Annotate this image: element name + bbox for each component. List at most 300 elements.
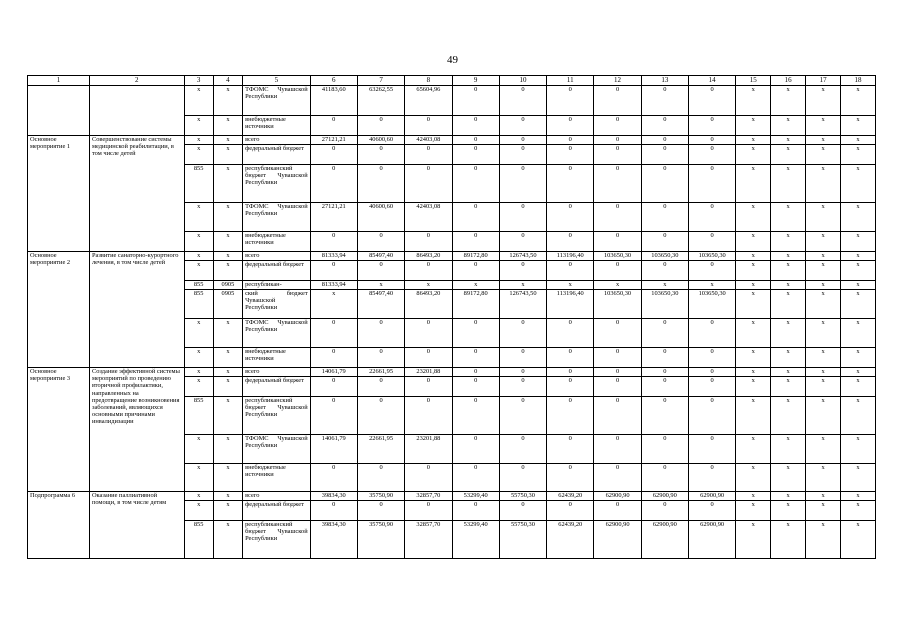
value-cell: x [771, 145, 806, 165]
value-cell: 23201,88 [405, 435, 452, 464]
value-cell: 62900,90 [594, 492, 641, 501]
value-cell: 0 [641, 435, 688, 464]
value-cell: x [841, 492, 876, 501]
value-cell: 0 [594, 319, 641, 348]
header-cell: 14 [689, 76, 736, 86]
value-cell: 0 [641, 464, 688, 492]
value-cell: 0 [499, 464, 546, 492]
value-cell: 103650,30 [594, 290, 641, 319]
value-cell: x [806, 348, 841, 368]
value-cell: 0 [499, 501, 546, 521]
value-cell: x [841, 232, 876, 252]
grbs-code-cell: x [184, 86, 213, 116]
value-cell: x [841, 464, 876, 492]
section-code-cell: x [213, 501, 242, 521]
measure-name-cell: Основное мероприятие 2 [28, 252, 90, 368]
value-cell: 0 [689, 86, 736, 116]
section-code-cell: x [213, 252, 242, 261]
value-cell: 62900,90 [689, 492, 736, 501]
value-cell: 55750,30 [499, 492, 546, 501]
value-cell: x [841, 290, 876, 319]
value-cell: x [806, 464, 841, 492]
value-cell: x [806, 86, 841, 116]
value-cell: x [771, 281, 806, 290]
value-cell: 0 [405, 319, 452, 348]
value-cell: x [736, 368, 771, 377]
value-cell: x [771, 165, 806, 203]
value-cell: 23201,88 [405, 368, 452, 377]
header-cell: 5 [243, 76, 311, 86]
measure-description-cell [89, 86, 184, 136]
value-cell: 0 [452, 464, 499, 492]
value-cell: x [806, 397, 841, 435]
measure-description-cell: Совершенствование системы медицинской реабилитации, в том числе детей [89, 136, 184, 252]
value-cell: x [736, 377, 771, 397]
header-cell: 12 [594, 76, 641, 86]
value-cell: x [806, 492, 841, 501]
value-cell: 0 [452, 435, 499, 464]
value-cell: 0 [689, 232, 736, 252]
grbs-code-cell: 855 [184, 521, 213, 559]
value-cell: 32857,70 [405, 492, 452, 501]
header-cell: 1 [28, 76, 90, 86]
value-cell: x [771, 136, 806, 145]
value-cell: x [771, 290, 806, 319]
header-cell: 3 [184, 76, 213, 86]
funding-source-cell: республикан- [243, 281, 311, 290]
header-cell: 9 [452, 76, 499, 86]
value-cell: 22661,95 [357, 435, 404, 464]
grbs-code-cell: x [184, 252, 213, 261]
measure-name-cell [28, 86, 90, 136]
value-cell: x [771, 252, 806, 261]
section-code-cell: x [213, 165, 242, 203]
value-cell: x [499, 281, 546, 290]
grbs-code-cell: x [184, 377, 213, 397]
section-code-cell: x [213, 136, 242, 145]
value-cell: 0 [452, 116, 499, 136]
value-cell: 40600,60 [357, 203, 404, 232]
value-cell: 0 [641, 377, 688, 397]
value-cell: x [736, 136, 771, 145]
value-cell: x [806, 319, 841, 348]
value-cell: 0 [547, 203, 594, 232]
value-cell: 0 [641, 165, 688, 203]
value-cell: 0 [641, 368, 688, 377]
funding-source-cell: внебюджетные источники [243, 232, 311, 252]
value-cell: 0 [499, 145, 546, 165]
value-cell: x [771, 368, 806, 377]
value-cell: 0 [499, 116, 546, 136]
funding-source-cell: федеральный бюджет [243, 145, 311, 165]
value-cell: 0 [689, 136, 736, 145]
value-cell: 0 [689, 464, 736, 492]
value-cell: 0 [594, 368, 641, 377]
funding-source-cell: республиканский бюджет Чувашской Республики [243, 397, 311, 435]
section-code-cell: x [213, 464, 242, 492]
value-cell: 0 [452, 501, 499, 521]
value-cell: x [736, 145, 771, 165]
grbs-code-cell: x [184, 464, 213, 492]
value-cell: 0 [452, 136, 499, 145]
value-cell: 0 [357, 377, 404, 397]
value-cell: 86493,20 [405, 252, 452, 261]
value-cell: 0 [499, 232, 546, 252]
value-cell: x [806, 116, 841, 136]
value-cell: x [841, 261, 876, 281]
page-number: 49 [447, 54, 458, 66]
value-cell: 0 [547, 319, 594, 348]
funding-source-cell: федеральный бюджет [243, 501, 311, 521]
value-cell: x [771, 319, 806, 348]
value-cell: x [771, 261, 806, 281]
value-cell: 0 [405, 145, 452, 165]
value-cell: 0 [594, 377, 641, 397]
grbs-code-cell: 855 [184, 290, 213, 319]
value-cell: x [806, 136, 841, 145]
value-cell: x [736, 501, 771, 521]
value-cell: x [841, 368, 876, 377]
value-cell: x [771, 203, 806, 232]
value-cell: x [689, 281, 736, 290]
value-cell: 0 [594, 136, 641, 145]
funding-source-cell: внебюджетные источники [243, 348, 311, 368]
value-cell: x [310, 290, 357, 319]
grbs-code-cell: 855 [184, 397, 213, 435]
section-code-cell: x [213, 368, 242, 377]
value-cell: x [641, 281, 688, 290]
value-cell: 0 [452, 145, 499, 165]
value-cell: 89172,80 [452, 290, 499, 319]
value-cell: 0 [499, 397, 546, 435]
value-cell: x [841, 281, 876, 290]
funding-source-cell: ТФОМС Чувашской Республики [243, 86, 311, 116]
value-cell: 35750,90 [357, 492, 404, 501]
value-cell: 0 [641, 203, 688, 232]
value-cell: x [736, 521, 771, 559]
value-cell: 0 [499, 203, 546, 232]
value-cell: 0 [452, 368, 499, 377]
table-row [28, 368, 876, 377]
value-cell: 0 [594, 435, 641, 464]
value-cell: 0 [452, 397, 499, 435]
value-cell: x [841, 377, 876, 397]
value-cell: 0 [310, 261, 357, 281]
value-cell: x [806, 368, 841, 377]
value-cell: 62439,20 [547, 521, 594, 559]
value-cell: 0 [641, 501, 688, 521]
value-cell: x [806, 521, 841, 559]
value-cell: 0 [547, 377, 594, 397]
section-code-cell: x [213, 377, 242, 397]
value-cell: 0 [689, 368, 736, 377]
grbs-code-cell: x [184, 261, 213, 281]
header-cell: 11 [547, 76, 594, 86]
header-cell: 4 [213, 76, 242, 86]
value-cell: x [806, 435, 841, 464]
table-row [28, 492, 876, 501]
value-cell: 0 [310, 501, 357, 521]
value-cell: x [806, 252, 841, 261]
section-code-cell: x [213, 397, 242, 435]
measure-description-cell: Оказание паллиативной помощи, в том числе детям [89, 492, 184, 559]
value-cell: 0 [357, 348, 404, 368]
value-cell: 0 [452, 348, 499, 368]
budget-table [27, 75, 876, 559]
value-cell: 0 [357, 319, 404, 348]
value-cell: 27121,21 [310, 136, 357, 145]
value-cell: 0 [547, 116, 594, 136]
value-cell: 14061,79 [310, 368, 357, 377]
value-cell: x [806, 165, 841, 203]
value-cell: 62900,90 [689, 521, 736, 559]
value-cell: x [771, 397, 806, 435]
value-cell: 40600,60 [357, 136, 404, 145]
value-cell: 63262,55 [357, 86, 404, 116]
value-cell: 0 [452, 377, 499, 397]
value-cell: 35750,90 [357, 521, 404, 559]
header-cell: 13 [641, 76, 688, 86]
grbs-code-cell: x [184, 145, 213, 165]
value-cell: 0 [310, 116, 357, 136]
value-cell: 14061,79 [310, 435, 357, 464]
funding-source-cell: внебюджетные источники [243, 116, 311, 136]
value-cell: 0 [310, 397, 357, 435]
value-cell: 0 [547, 232, 594, 252]
value-cell: 0 [594, 145, 641, 165]
header-cell: 15 [736, 76, 771, 86]
section-code-cell: x [213, 492, 242, 501]
value-cell: 22661,95 [357, 368, 404, 377]
funding-source-cell: федеральный бюджет [243, 377, 311, 397]
value-cell: 0 [310, 232, 357, 252]
value-cell: x [736, 252, 771, 261]
funding-source-cell: ский бюджет Чувашской Республики [243, 290, 311, 319]
measure-description-cell: Создание эффективной системы мероприятий по проведению вторичной профилактики, направленных на предотвращение возникновения заболеваний, являющихся основными причинами инвалидизации [89, 368, 184, 492]
value-cell: x [736, 261, 771, 281]
value-cell: 0 [689, 435, 736, 464]
value-cell: 0 [310, 377, 357, 397]
grbs-code-cell: x [184, 435, 213, 464]
measure-name-cell: Основное мероприятие 1 [28, 136, 90, 252]
value-cell: 42403,08 [405, 136, 452, 145]
header-cell: 17 [806, 76, 841, 86]
value-cell: x [736, 319, 771, 348]
value-cell: x [452, 281, 499, 290]
value-cell: 0 [689, 203, 736, 232]
value-cell: 0 [641, 261, 688, 281]
header-cell: 18 [841, 76, 876, 86]
value-cell: 0 [499, 86, 546, 116]
value-cell: x [736, 86, 771, 116]
value-cell: 0 [547, 435, 594, 464]
value-cell: 0 [641, 136, 688, 145]
value-cell: 0 [547, 501, 594, 521]
section-code-cell: x [213, 435, 242, 464]
value-cell: 0 [547, 464, 594, 492]
value-cell: 0 [499, 377, 546, 397]
value-cell: x [841, 397, 876, 435]
value-cell: 0 [357, 165, 404, 203]
value-cell: 0 [405, 261, 452, 281]
value-cell: x [736, 232, 771, 252]
value-cell: 0 [310, 145, 357, 165]
funding-source-cell: республиканский бюджет Чувашской Республики [243, 165, 311, 203]
value-cell: 126743,50 [499, 252, 546, 261]
value-cell: 0 [405, 116, 452, 136]
value-cell: 0 [405, 232, 452, 252]
value-cell: 103650,30 [641, 252, 688, 261]
value-cell: 103650,30 [689, 290, 736, 319]
value-cell: 0 [499, 136, 546, 145]
value-cell: 113196,40 [547, 252, 594, 261]
header-row [28, 76, 876, 86]
value-cell: x [841, 203, 876, 232]
value-cell: 62900,90 [641, 521, 688, 559]
value-cell: x [841, 501, 876, 521]
value-cell: 42403,08 [405, 203, 452, 232]
value-cell: 81333,94 [310, 281, 357, 290]
section-code-cell: x [213, 145, 242, 165]
value-cell: x [547, 281, 594, 290]
section-code-cell: 0905 [213, 281, 242, 290]
value-cell: x [806, 281, 841, 290]
value-cell: x [771, 348, 806, 368]
section-code-cell: x [213, 521, 242, 559]
section-code-cell: x [213, 261, 242, 281]
section-code-cell: x [213, 86, 242, 116]
header-cell: 16 [771, 76, 806, 86]
grbs-code-cell: x [184, 492, 213, 501]
value-cell: 53299,40 [452, 492, 499, 501]
value-cell: 0 [547, 145, 594, 165]
value-cell: 81333,94 [310, 252, 357, 261]
value-cell: 0 [689, 397, 736, 435]
value-cell: 39834,30 [310, 521, 357, 559]
value-cell: 0 [641, 232, 688, 252]
value-cell: 0 [641, 145, 688, 165]
value-cell: 32857,70 [405, 521, 452, 559]
section-code-cell: x [213, 116, 242, 136]
value-cell: x [841, 521, 876, 559]
value-cell: 65604,96 [405, 86, 452, 116]
grbs-code-cell: x [184, 232, 213, 252]
value-cell: x [841, 348, 876, 368]
value-cell: x [736, 435, 771, 464]
value-cell: 0 [547, 136, 594, 145]
grbs-code-cell: x [184, 319, 213, 348]
value-cell: x [806, 203, 841, 232]
funding-source-cell: всего [243, 368, 311, 377]
value-cell: 0 [547, 397, 594, 435]
value-cell: 41183,60 [310, 86, 357, 116]
value-cell: x [736, 397, 771, 435]
value-cell: 0 [310, 348, 357, 368]
value-cell: 0 [594, 86, 641, 116]
value-cell: 0 [499, 165, 546, 203]
header-cell: 7 [357, 76, 404, 86]
value-cell: x [841, 86, 876, 116]
measure-description-cell: Развитие санаторно-курортного лечения, в том числе детей [89, 252, 184, 368]
grbs-code-cell: x [184, 501, 213, 521]
value-cell: 85497,40 [357, 252, 404, 261]
value-cell: 55750,30 [499, 521, 546, 559]
value-cell: 0 [310, 165, 357, 203]
value-cell: x [771, 501, 806, 521]
value-cell: 0 [689, 116, 736, 136]
value-cell: x [736, 281, 771, 290]
value-cell: 0 [357, 261, 404, 281]
value-cell: 0 [357, 116, 404, 136]
value-cell: x [594, 281, 641, 290]
grbs-code-cell: 855 [184, 281, 213, 290]
value-cell: x [806, 145, 841, 165]
value-cell: 0 [405, 501, 452, 521]
value-cell: 103650,30 [641, 290, 688, 319]
section-code-cell: x [213, 232, 242, 252]
value-cell: 0 [547, 368, 594, 377]
value-cell: x [841, 116, 876, 136]
value-cell: x [806, 261, 841, 281]
value-cell: x [357, 281, 404, 290]
value-cell: 0 [357, 397, 404, 435]
measure-name-cell: Подпрограмма 6 [28, 492, 90, 559]
value-cell: 0 [405, 397, 452, 435]
value-cell: 0 [689, 501, 736, 521]
table-row [28, 86, 876, 116]
value-cell: 0 [594, 397, 641, 435]
value-cell: 0 [452, 319, 499, 348]
value-cell: x [771, 232, 806, 252]
value-cell: x [806, 232, 841, 252]
table-body [28, 76, 876, 559]
funding-source-cell: внебюджетные источники [243, 464, 311, 492]
value-cell: 0 [547, 165, 594, 203]
value-cell: 62900,90 [594, 521, 641, 559]
value-cell: 0 [641, 397, 688, 435]
value-cell: 0 [641, 319, 688, 348]
value-cell: x [806, 377, 841, 397]
value-cell: 0 [452, 261, 499, 281]
value-cell: x [736, 348, 771, 368]
value-cell: 62900,90 [641, 492, 688, 501]
header-cell: 8 [405, 76, 452, 86]
value-cell: 0 [594, 203, 641, 232]
value-cell: 0 [547, 261, 594, 281]
value-cell: x [841, 319, 876, 348]
value-cell: 0 [689, 348, 736, 368]
value-cell: x [771, 521, 806, 559]
value-cell: 0 [499, 319, 546, 348]
value-cell: 0 [310, 319, 357, 348]
value-cell: 0 [594, 116, 641, 136]
value-cell: 0 [405, 377, 452, 397]
value-cell: 0 [499, 348, 546, 368]
table-row [28, 252, 876, 261]
grbs-code-cell: x [184, 368, 213, 377]
funding-source-cell: всего [243, 492, 311, 501]
value-cell: x [841, 136, 876, 145]
value-cell: 39834,30 [310, 492, 357, 501]
grbs-code-cell: x [184, 348, 213, 368]
value-cell: 0 [499, 435, 546, 464]
value-cell: 0 [641, 348, 688, 368]
value-cell: x [771, 435, 806, 464]
value-cell: 0 [310, 464, 357, 492]
value-cell: 0 [689, 145, 736, 165]
value-cell: x [771, 377, 806, 397]
value-cell: x [771, 492, 806, 501]
